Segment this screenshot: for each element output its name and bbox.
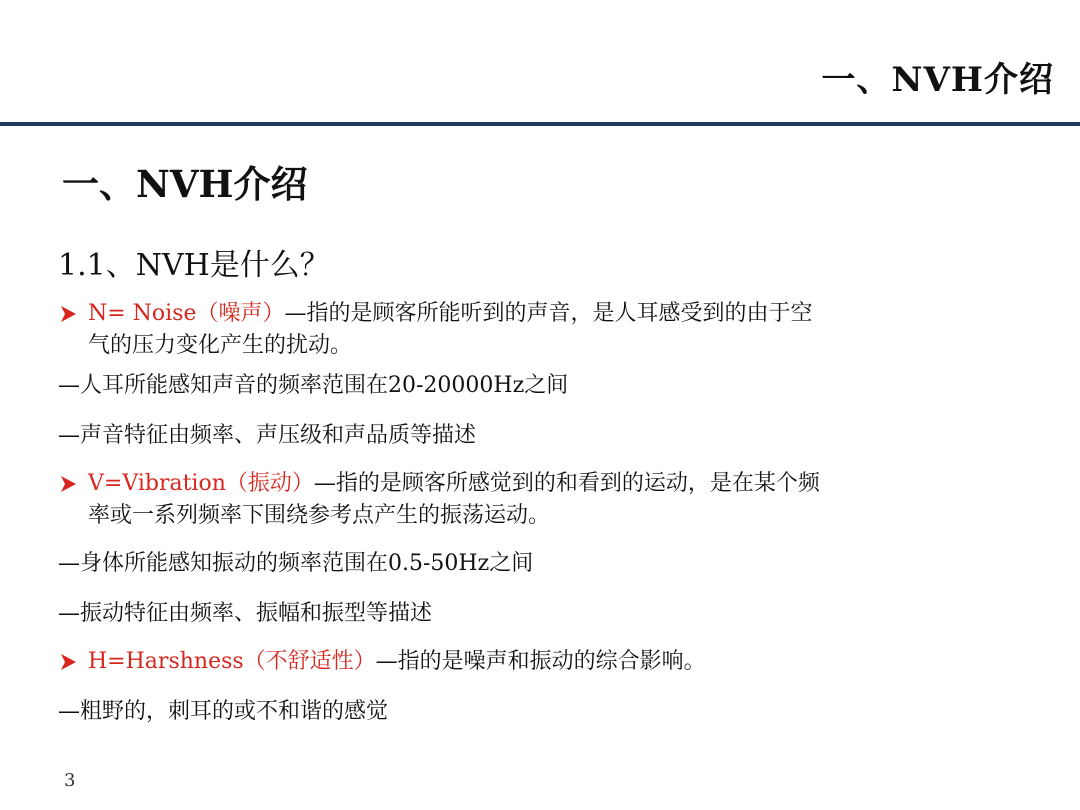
bullet-vibration-line2: 率或一系列频率下围绕参考点产生的振荡运动。 xyxy=(88,503,551,528)
bullet-noise-line1: —指的是顾客所能听到的声音，是人耳感受到的由于空 xyxy=(284,301,813,326)
detail-vibration-characteristics: —振动特征由频率、振幅和振型等描述 xyxy=(58,601,433,626)
bullet-harshness-text xyxy=(88,646,978,678)
bullet-noise-text xyxy=(88,298,978,362)
bullet-harshness xyxy=(58,646,978,678)
arrow-right-icon xyxy=(58,646,82,682)
detail-noise-frequency: —人耳所能感知声音的频率范围在20-20000Hz之间 xyxy=(58,373,569,398)
arrow-right-icon xyxy=(58,298,82,334)
bullet-vibration xyxy=(58,468,978,532)
detail-harshness-description: —粗野的，刺耳的或不和谐的感觉 xyxy=(58,699,389,724)
page-number: 3 xyxy=(64,770,76,791)
bullet-noise xyxy=(58,298,978,362)
slide-title: 一、NVH介绍 xyxy=(62,162,308,206)
detail-vibration-frequency: —身体所能感知振动的频率范围在0.5-50Hz之间 xyxy=(58,551,534,576)
detail-noise-characteristics: —声音特征由频率、声压级和声品质等描述 xyxy=(58,423,477,448)
bullet-vibration-text xyxy=(88,468,978,532)
bullet-noise-term: N= Noise（噪声） xyxy=(88,301,285,326)
section-heading: 1.1、NVH是什么？ xyxy=(58,248,330,283)
bullet-vibration-term: V=Vibration（振动） xyxy=(88,471,314,496)
header-title: 一、NVH介绍 xyxy=(821,60,1054,100)
bullet-harshness-term: H=Harshness（不舒适性） xyxy=(88,649,376,674)
bullet-harshness-line1: —指的是噪声和振动的综合影响。 xyxy=(375,649,706,674)
bullet-vibration-line1: —指的是顾客所感觉到的和看到的运动，是在某个频 xyxy=(313,471,820,496)
arrow-right-icon xyxy=(58,468,82,504)
header-rule xyxy=(0,122,1080,126)
bullet-noise-line2: 气的压力变化产生的扰动。 xyxy=(88,333,353,358)
